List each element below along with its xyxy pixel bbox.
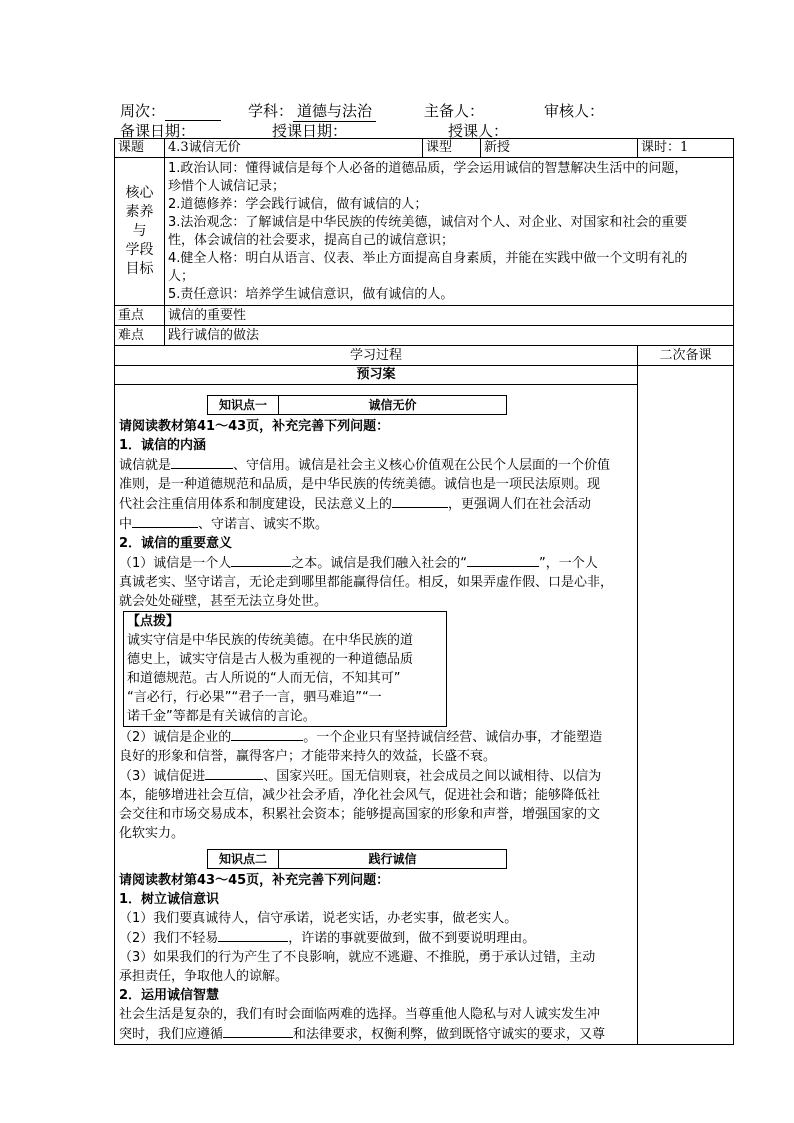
week-blank [165, 104, 221, 121]
kp2-instruction: 请阅读教材第43～45页，补充完善下列问题： [119, 873, 390, 888]
knowledge-point-1-box [207, 395, 507, 415]
kp1-paragraph-2: （1）诚信是一个人 之本。诚信是我们融入社会的“ ”，一个人 [119, 553, 633, 573]
subject-value: 道德与法治 [293, 100, 376, 122]
tip-box: 【点拨】 诚实守信是中华民族的传统美德。在中华民族的道 德史上，诚实守信是古人极为重视的一种道德品质 和道德规范。古人所说的“人而无信，不知其可” “言必行，行必果”“君子一言，驷马难追”“一 诺千金”等都是有关诚信的言论。 [123, 611, 447, 727]
key-point-label: 重点 [115, 306, 165, 326]
knowledge-point-2-box [207, 849, 507, 869]
header-week: 周次： [120, 100, 221, 121]
kp1-instruction: 请阅读教材第41～43页，补充完善下列问题： [119, 419, 390, 434]
kp1-heading-2: 2．诚信的重要意义 [119, 536, 233, 551]
kp2-title: 践行诚信 [279, 850, 507, 869]
preview-row [115, 366, 734, 385]
answer-blank[interactable] [467, 553, 539, 567]
header-teach-date: 授课日期： [272, 122, 348, 140]
answer-blank[interactable] [171, 455, 233, 469]
type-label: 课型 [423, 139, 481, 158]
kp1-heading-1: 1．诚信的内涵 [119, 438, 207, 453]
lesson-table [114, 138, 734, 1045]
second-prep-label: 二次备课 [638, 346, 734, 366]
kp1-paragraph-3: （2）诚信是企业的 。一个企业只有坚持诚信经营、诚信办事，才能塑造 [119, 727, 633, 747]
answer-blank[interactable] [392, 494, 448, 508]
kp1-paragraph-1: 诚信就是 、守信用。诚信是社会主义核心价值观在公民个人层面的一个价值 [119, 455, 633, 475]
tip-title: 【点拨】 [127, 614, 180, 629]
kp1-paragraph-4: （3）诚信促进 、国家兴旺。国无信则衰，社会成员之间以诚相待、以信为 [119, 766, 633, 786]
answer-blank[interactable] [132, 514, 198, 528]
answer-blank[interactable] [218, 928, 288, 942]
type-value: 新授 [481, 139, 638, 158]
header-preparer: 主备人： [424, 102, 485, 120]
preview-content: 知识点一 诚信无价 请阅读教材第41～43页，补充完善下列问题： 1．诚信的内涵 诚信就是 、守信用。诚信是社会主义核心价值观在公民个人层面的一个价值 准则，是一种道德规范和品质，是中华民族的传统美德。诚信也是一项民法原则。现 代社会注重信用体系和制度建设，民法意义上的 ，更强调人们在社会活动 中 、守诺言、诚实不欺。 2．诚信的重要意义 （1）诚信是一个人 之本。诚信是我们融入社会的“ ”，一个人 真诚老实、坚守诺言，无论走到哪里都能赢得信任。相反，如果弄虚作假、口是心非， 就会处处碰壁，甚至无法立身处世。 【点拨】 诚实守信是中华民族的传统美德。在中华民族的道 德史上，诚实守信是古人极为重视的一种道德品质 和道德规范。古人所说的“人而无信，不知其可” “言必行，行必果”“君子一言，驷马难追”“一 诺千金”等都是有关诚信的言论。 （2）诚信是企业的 。一个企业只有坚持诚信经营、诚信办事，才能塑造 良好的形象和信誉，赢得客户；才能带来持久的效益，长盛不衰。 （3）诚信促进 、国家兴旺。国无信则衰，社会成员之间以诚相待、以信为 本，能够增进社会互信，减少社会矛盾，净化社会风气，促进社会和谐；能够降低社 会交往和市场交易成本，积累社会资本；能够提高国家的形象和声誉，增强国家的文 化软实力。 知识点二 践行诚信 请阅读教材第43～45页，补充完善下列问题： 1．树立诚信意识 （1）我们要真诚待人，信守承诺，说老实话，办老实事，做老实人。 （2）我们不轻易 ，许诺的事就要做到，做不到要说明理由。 （3）如果我们的行为产生了不良影响，就应不逃避、不推脱，勇于承认过错，主动 承担责任，争取他人的谅解。 2．运用诚信智慧 社会生活是复杂的，我们有时会面临两难的选择。当尊重他人隐私与对人诚实发生冲 突时，我们应遵循 和法律要求，权衡利弊，做到既恪守诚实的要求，又尊 [115, 385, 638, 1045]
kp2-paragraph-2: （2）我们不轻易 ，许诺的事就要做到，做不到要说明理由。 [119, 928, 633, 948]
answer-blank[interactable] [205, 766, 263, 780]
key-point-row [115, 306, 734, 326]
kp2-paragraph-4: 社会生活是复杂的，我们有时会面临两难的选择。当尊重他人隐私与对人诚实发生冲 [119, 1007, 601, 1022]
kp2-tag: 知识点二 [208, 850, 279, 869]
header-reviewer: 审核人： [544, 102, 605, 120]
second-prep-area [638, 366, 734, 1045]
difficulty-label: 难点 [115, 326, 165, 346]
kp1-title: 诚信无价 [279, 396, 507, 415]
difficulty-value: 践行诚信的做法 [165, 326, 734, 346]
answer-blank[interactable] [231, 553, 291, 567]
goals-row [115, 158, 734, 306]
topic-row [115, 139, 734, 158]
header-subject: 学科： 道德与法治 [248, 100, 376, 122]
header-teacher: 授课人： [448, 122, 509, 140]
answer-blank[interactable] [231, 727, 303, 741]
kp2-paragraph-1: （1）我们要真诚待人，信守承诺，说老实话，办老实事，做老实人。 [119, 911, 518, 926]
topic-value: 4.3诚信无价 [165, 139, 423, 158]
key-point-value: 诚信的重要性 [165, 306, 734, 326]
preview-label: 预习案 [115, 366, 638, 385]
kp2-paragraph-3: （3）如果我们的行为产生了不良影响，就应不逃避、不推脱，勇于承认过错，主动 [119, 950, 596, 965]
process-row [115, 346, 734, 366]
process-label: 学习过程 [115, 346, 638, 366]
header-prep-date: 备课日期： [120, 122, 196, 140]
goals-content: 1.政治认同：懂得诚信是每个人必备的道德品质，学会运用诚信的智慧解决生活中的问题， 珍惜个人诚信记录； 2.道德修养：学会践行诚信，做有诚信的人； 3.法治观念：了解诚信是中华民族的传统美德，诚信对个人、对企业、对国家和社会的重要 性，体会诚信的社会要求，提高自己的诚信意识； 4.健全人格：明白从语言、仪表、举止方面提高自身素质，并能在实践中做一个文明有礼的 人； 5.责任意识：培养学生诚信意识，做有诚信的人。 [165, 158, 734, 306]
answer-blank[interactable] [223, 1024, 293, 1038]
kp2-heading-2: 2．运用诚信智慧 [119, 988, 220, 1003]
difficulty-row [115, 326, 734, 346]
goals-label: 核心 素养 与 学段 目标 [115, 158, 165, 306]
class-hours: 课时：1 [638, 139, 734, 158]
kp1-tag: 知识点一 [208, 396, 279, 415]
topic-label: 课题 [115, 139, 165, 158]
kp2-heading-1: 1．树立诚信意识 [119, 892, 220, 907]
